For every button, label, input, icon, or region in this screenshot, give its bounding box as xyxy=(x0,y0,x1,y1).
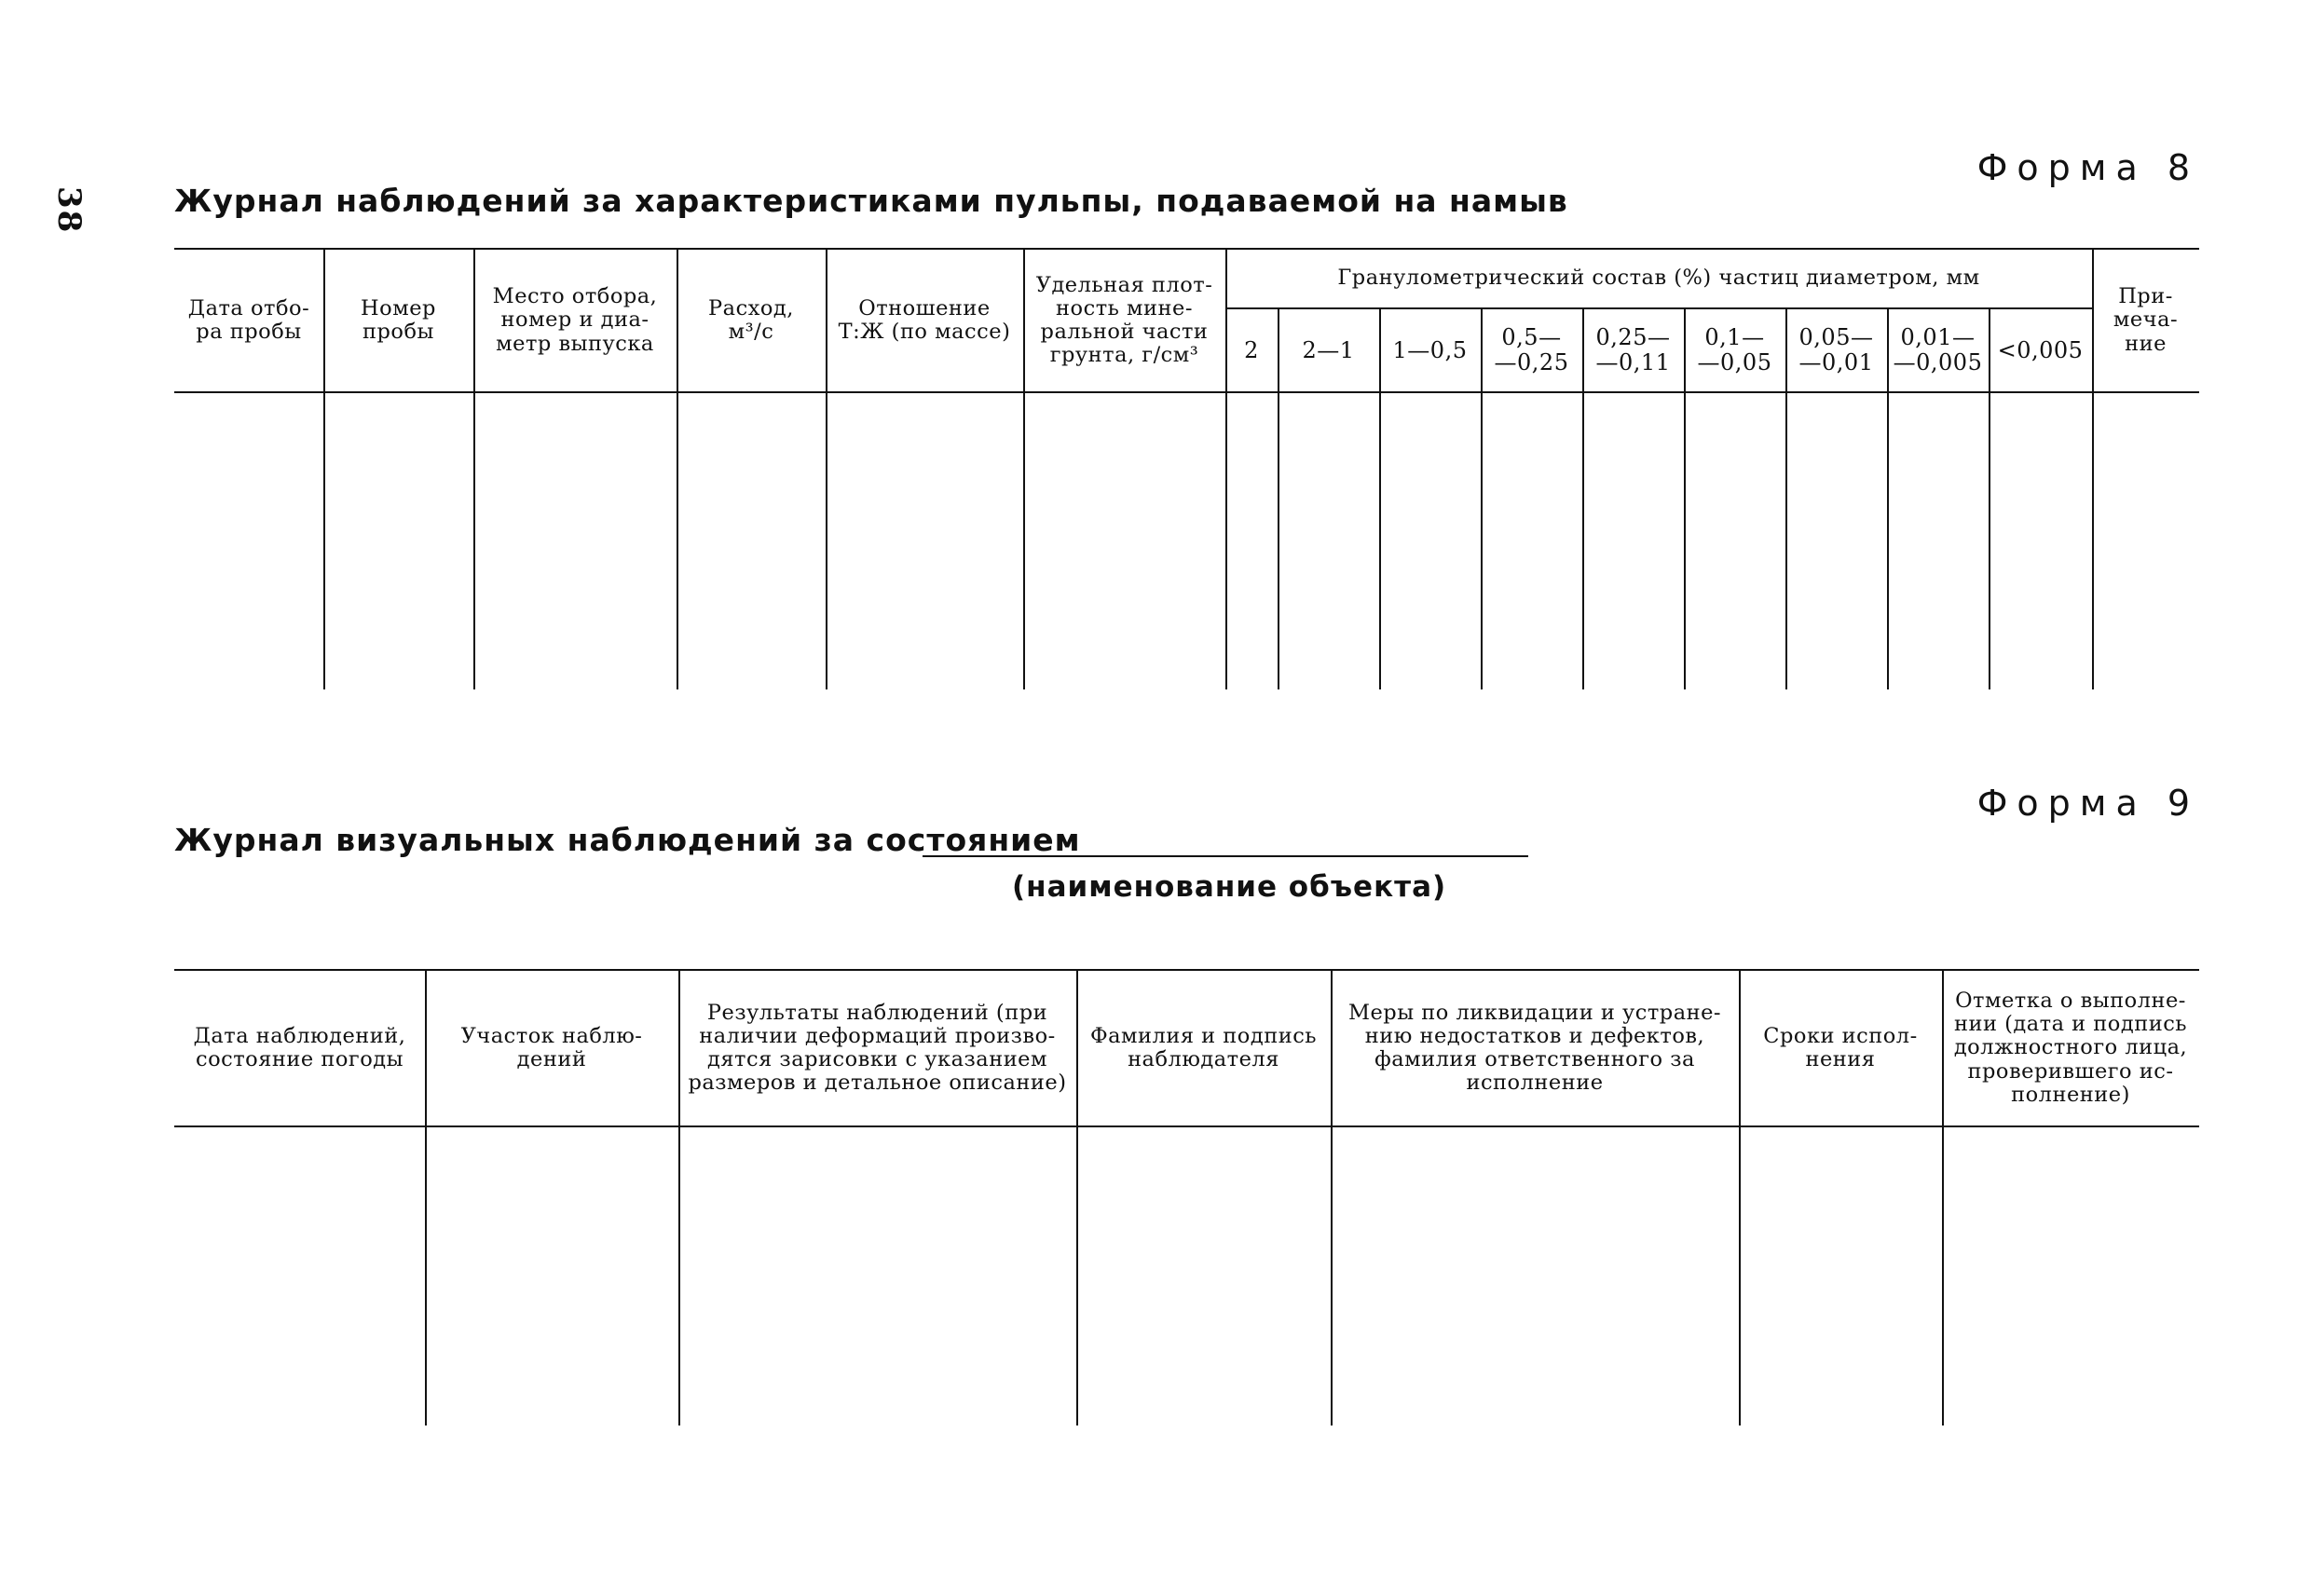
form9-col-results: Результаты наблюдений (при наличии деформаций произво- дятся зарисовки с указанием размеров и детальное описание) xyxy=(688,1000,1067,1096)
form9-col-completion: Отметка о выполне- нии (дата и подпись должностного лица, проверившего ис- полнение) xyxy=(1953,989,2188,1107)
form8-fraction: 2 xyxy=(1244,336,1259,363)
form9-col-section: Участок наблю- дений xyxy=(460,1023,643,1071)
form8-col-granulometric: Гранулометрический состав (%) частиц диаметром, мм xyxy=(1337,266,1980,291)
form9-col-observer: Фамилия и подпись наблюдателя xyxy=(1089,1023,1318,1071)
form8-label: Форма 8 xyxy=(1976,147,2199,188)
form8-fraction: 2—1 xyxy=(1302,336,1355,363)
form8-fraction: 0,01— —0,005 xyxy=(1893,324,1983,375)
form9-col-date: Дата наблюдений, состояние погоды xyxy=(193,1023,406,1071)
form9-col-deadline: Сроки испол- нения xyxy=(1763,1023,1918,1071)
form9-label: Форма 9 xyxy=(1976,783,2199,824)
form8-col-flow: Расход, м³/с xyxy=(708,295,794,344)
form9-col-measures: Меры по ликвидации и устране- нию недостатков и дефектов, фамилия ответственного за исполнение xyxy=(1347,1000,1722,1096)
object-name-caption: (наименование объекта) xyxy=(1012,870,1447,904)
form8-fraction: 0,05— —0,01 xyxy=(1798,324,1874,375)
form8-fraction: 0,1— —0,05 xyxy=(1697,324,1772,375)
form8-col-note: При- меча- ние xyxy=(2113,284,2179,356)
form8-col-date: Дата отбо- ра пробы xyxy=(187,295,310,344)
form8-fraction: 1—0,5 xyxy=(1392,336,1468,363)
form8-col-number: Номер пробы xyxy=(361,295,436,344)
page-number: 38 xyxy=(50,186,88,235)
form9-header-bottom-rule xyxy=(174,1125,2199,1127)
form9-title: Журнал визуальных наблюдений за состоянием xyxy=(174,822,1081,858)
form8-col-ratio: Отношение Т:Ж (по массе) xyxy=(838,295,1011,344)
form8-col-place: Место отбора, номер и диа- метр выпуска xyxy=(492,284,658,356)
form8-fraction: 0,5— —0,25 xyxy=(1494,324,1569,375)
form8-fraction: 0,25— —0,11 xyxy=(1595,324,1671,375)
form8-fraction: <0,005 xyxy=(1997,336,2084,363)
form8-header-bottom-rule xyxy=(174,391,2199,393)
form8-title: Журнал наблюдений за характеристиками пульпы, подаваемой на намыв xyxy=(174,183,1568,219)
form8-col-density: Удельная плот- ность мине- ральной части грунта, г/см³ xyxy=(1035,272,1213,368)
object-name-fill-line xyxy=(923,855,1528,857)
